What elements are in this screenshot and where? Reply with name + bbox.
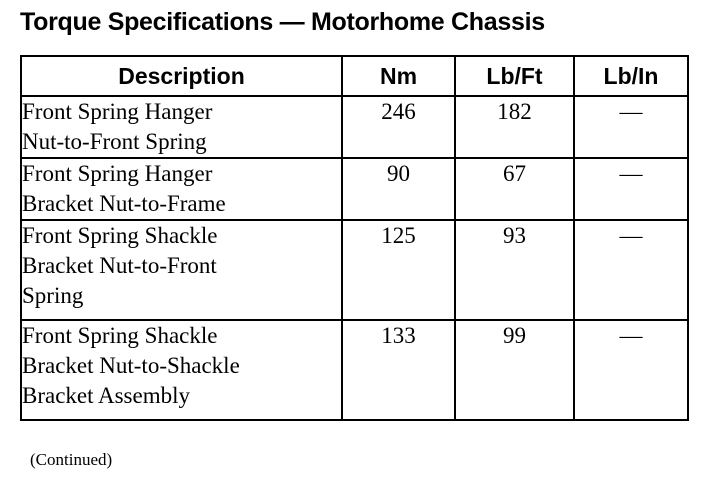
lbft-cell: 67 [455,158,574,220]
description-line: Front Spring Shackle [22,323,218,348]
lbft-cell: 93 [455,220,574,320]
lbin-cell: — [574,220,688,320]
description-cell [21,320,342,420]
nm-cell: 125 [342,220,455,320]
description-line: Front Spring Hanger [22,161,213,186]
lbin-cell: — [574,320,688,420]
page-title: Torque Specifications — Motorhome Chassis [20,8,545,36]
column-header-nm: Nm [342,56,455,96]
table-row [21,320,688,420]
column-header-description: Description [21,56,342,96]
table-row [21,220,688,320]
description-line: Spring [22,283,84,308]
description-line: Bracket Assembly [22,383,190,408]
lbin-cell: — [574,96,688,158]
column-header-lbft: Lb/Ft [455,56,574,96]
description-cell [21,158,342,220]
torque-spec-table [20,55,689,421]
nm-cell: 246 [342,96,455,158]
description-line: Front Spring Shackle [22,223,218,248]
description-cell [21,220,342,320]
description-line: Bracket Nut-to-Shackle [22,353,240,378]
lbft-cell: 182 [455,96,574,158]
description-line: Nut-to-Front Spring [22,129,207,154]
continued-note: (Continued) [30,450,113,469]
nm-cell: 133 [342,320,455,420]
description-line: Bracket Nut-to-Frame [22,191,226,216]
nm-cell: 90 [342,158,455,220]
description-cell [21,96,342,158]
table-row [21,158,688,220]
lbft-cell: 99 [455,320,574,420]
table-row [21,96,688,158]
column-header-lbin: Lb/In [574,56,688,96]
description-line: Front Spring Hanger [22,99,213,124]
lbin-cell: — [574,158,688,220]
table-header-row [21,56,688,96]
description-line: Bracket Nut-to-Front [22,253,217,278]
